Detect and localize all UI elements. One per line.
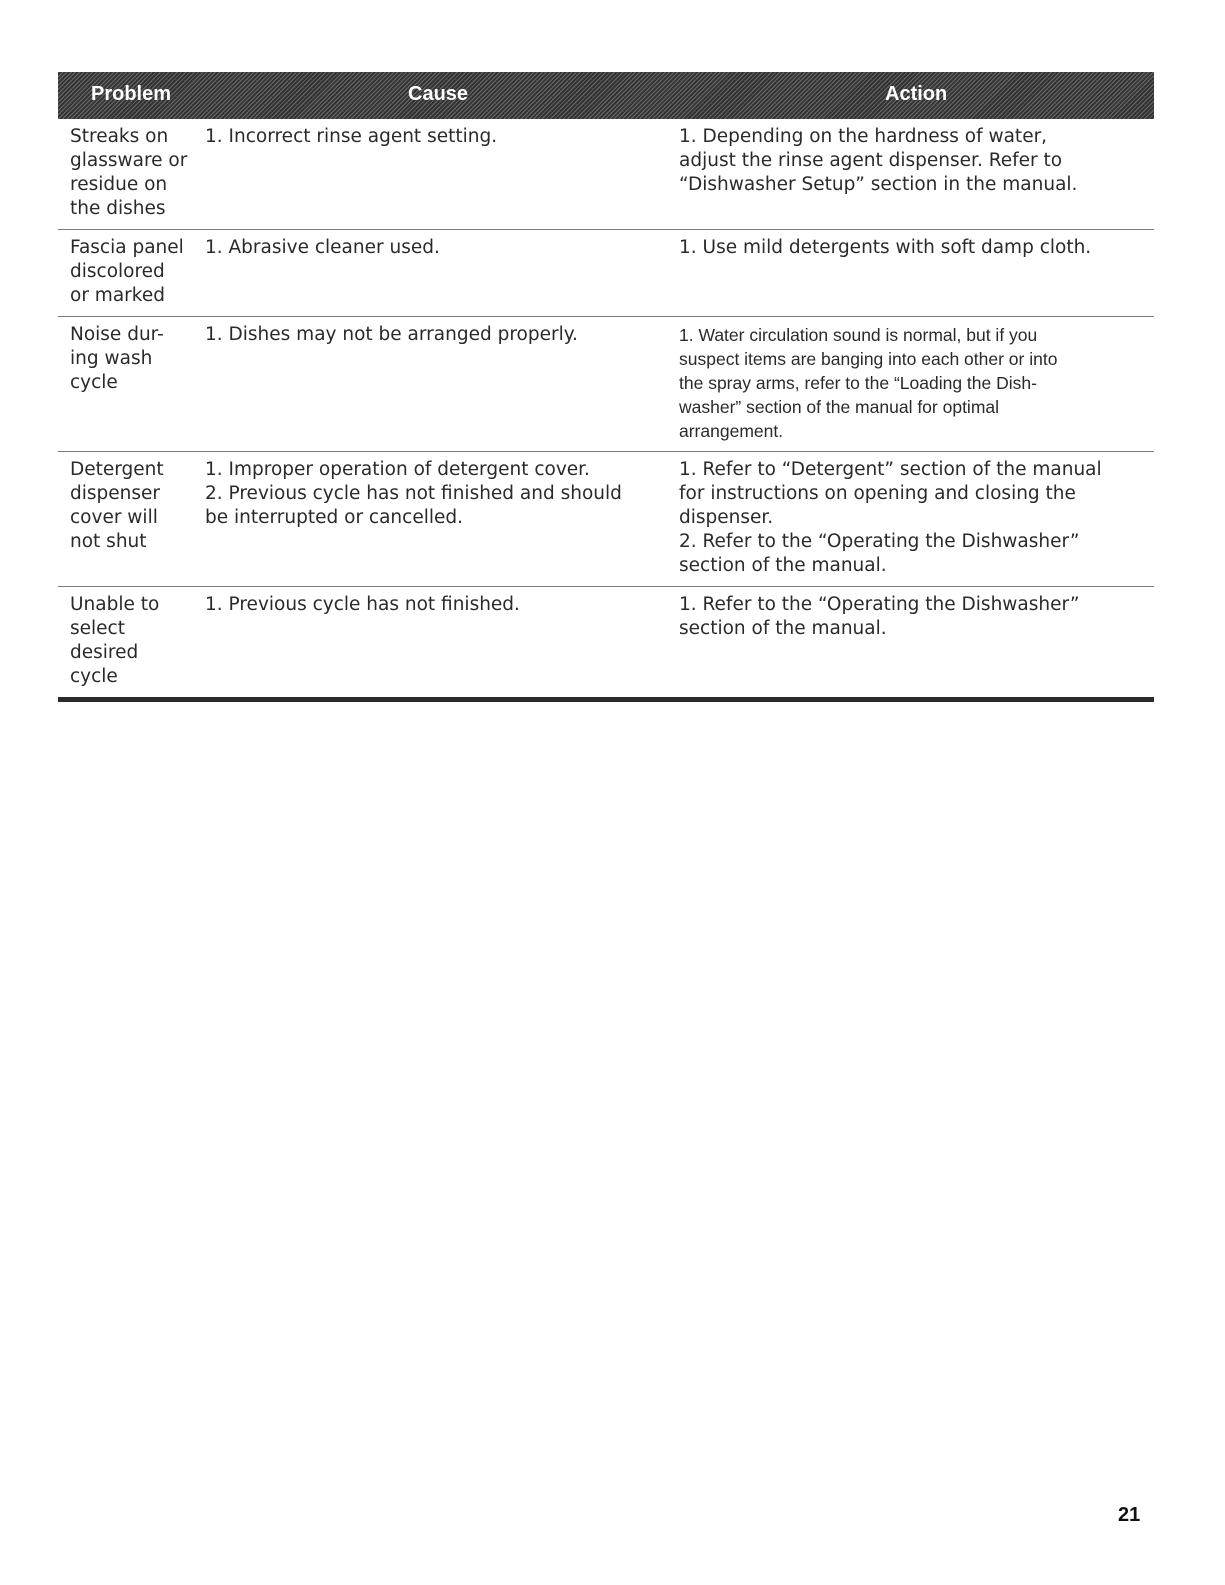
action-cell: 1. Use mild detergents with soft damp cloth. bbox=[679, 237, 1092, 258]
table-header bbox=[58, 72, 1154, 119]
table-row bbox=[58, 230, 1154, 317]
table-row bbox=[58, 119, 1154, 230]
header-action: Action bbox=[885, 83, 948, 105]
cause-cell: 1. Dishes may not be arranged properly. bbox=[205, 324, 578, 345]
cause-cell: 1. Incorrect rinse agent setting. bbox=[205, 126, 498, 147]
cause-cell: 1. Improper operation of detergent cover. 2. Previous cycle has not finished and should be interrupted or cancelled. bbox=[205, 459, 622, 528]
table-row bbox=[58, 317, 1154, 452]
troubleshooting-table bbox=[58, 72, 1154, 702]
action-cell: 1. Water circulation sound is normal, but if you suspect items are banging into each other or into the spray arms, refer to the “Loading the Dish- washer” section of the manual for optimal arrangement. bbox=[679, 325, 1058, 441]
cause-cell: 1. Abrasive cleaner used. bbox=[205, 237, 440, 258]
header-cause: Cause bbox=[408, 83, 469, 105]
action-cell: 1. Depending on the hardness of water, adjust the rinse agent dispenser. Refer to “Dishwasher Setup” section in the manual. bbox=[679, 126, 1078, 195]
action-cell: 1. Refer to the “Operating the Dishwasher” section of the manual. bbox=[679, 594, 1080, 639]
header-problem: Problem bbox=[91, 83, 172, 105]
action-cell: 1. Refer to “Detergent” section of the manual for instructions on opening and closing the dispenser. 2. Refer to the “Operating the Dishwasher” section of the manual. bbox=[679, 459, 1102, 576]
problem-cell: Noise dur- ing wash cycle bbox=[70, 324, 164, 393]
cause-cell: 1. Previous cycle has not finished. bbox=[205, 594, 520, 615]
problem-cell: Unable to select desired cycle bbox=[70, 594, 160, 687]
table-row bbox=[58, 587, 1154, 702]
table-row bbox=[58, 452, 1154, 587]
problem-cell: Detergent dispenser cover will not shut bbox=[70, 459, 164, 552]
problem-cell: Streaks on glassware or residue on the dishes bbox=[70, 126, 188, 219]
problem-cell: Fascia panel discolored or marked bbox=[70, 237, 184, 306]
page-number: 21 bbox=[1118, 1504, 1141, 1526]
